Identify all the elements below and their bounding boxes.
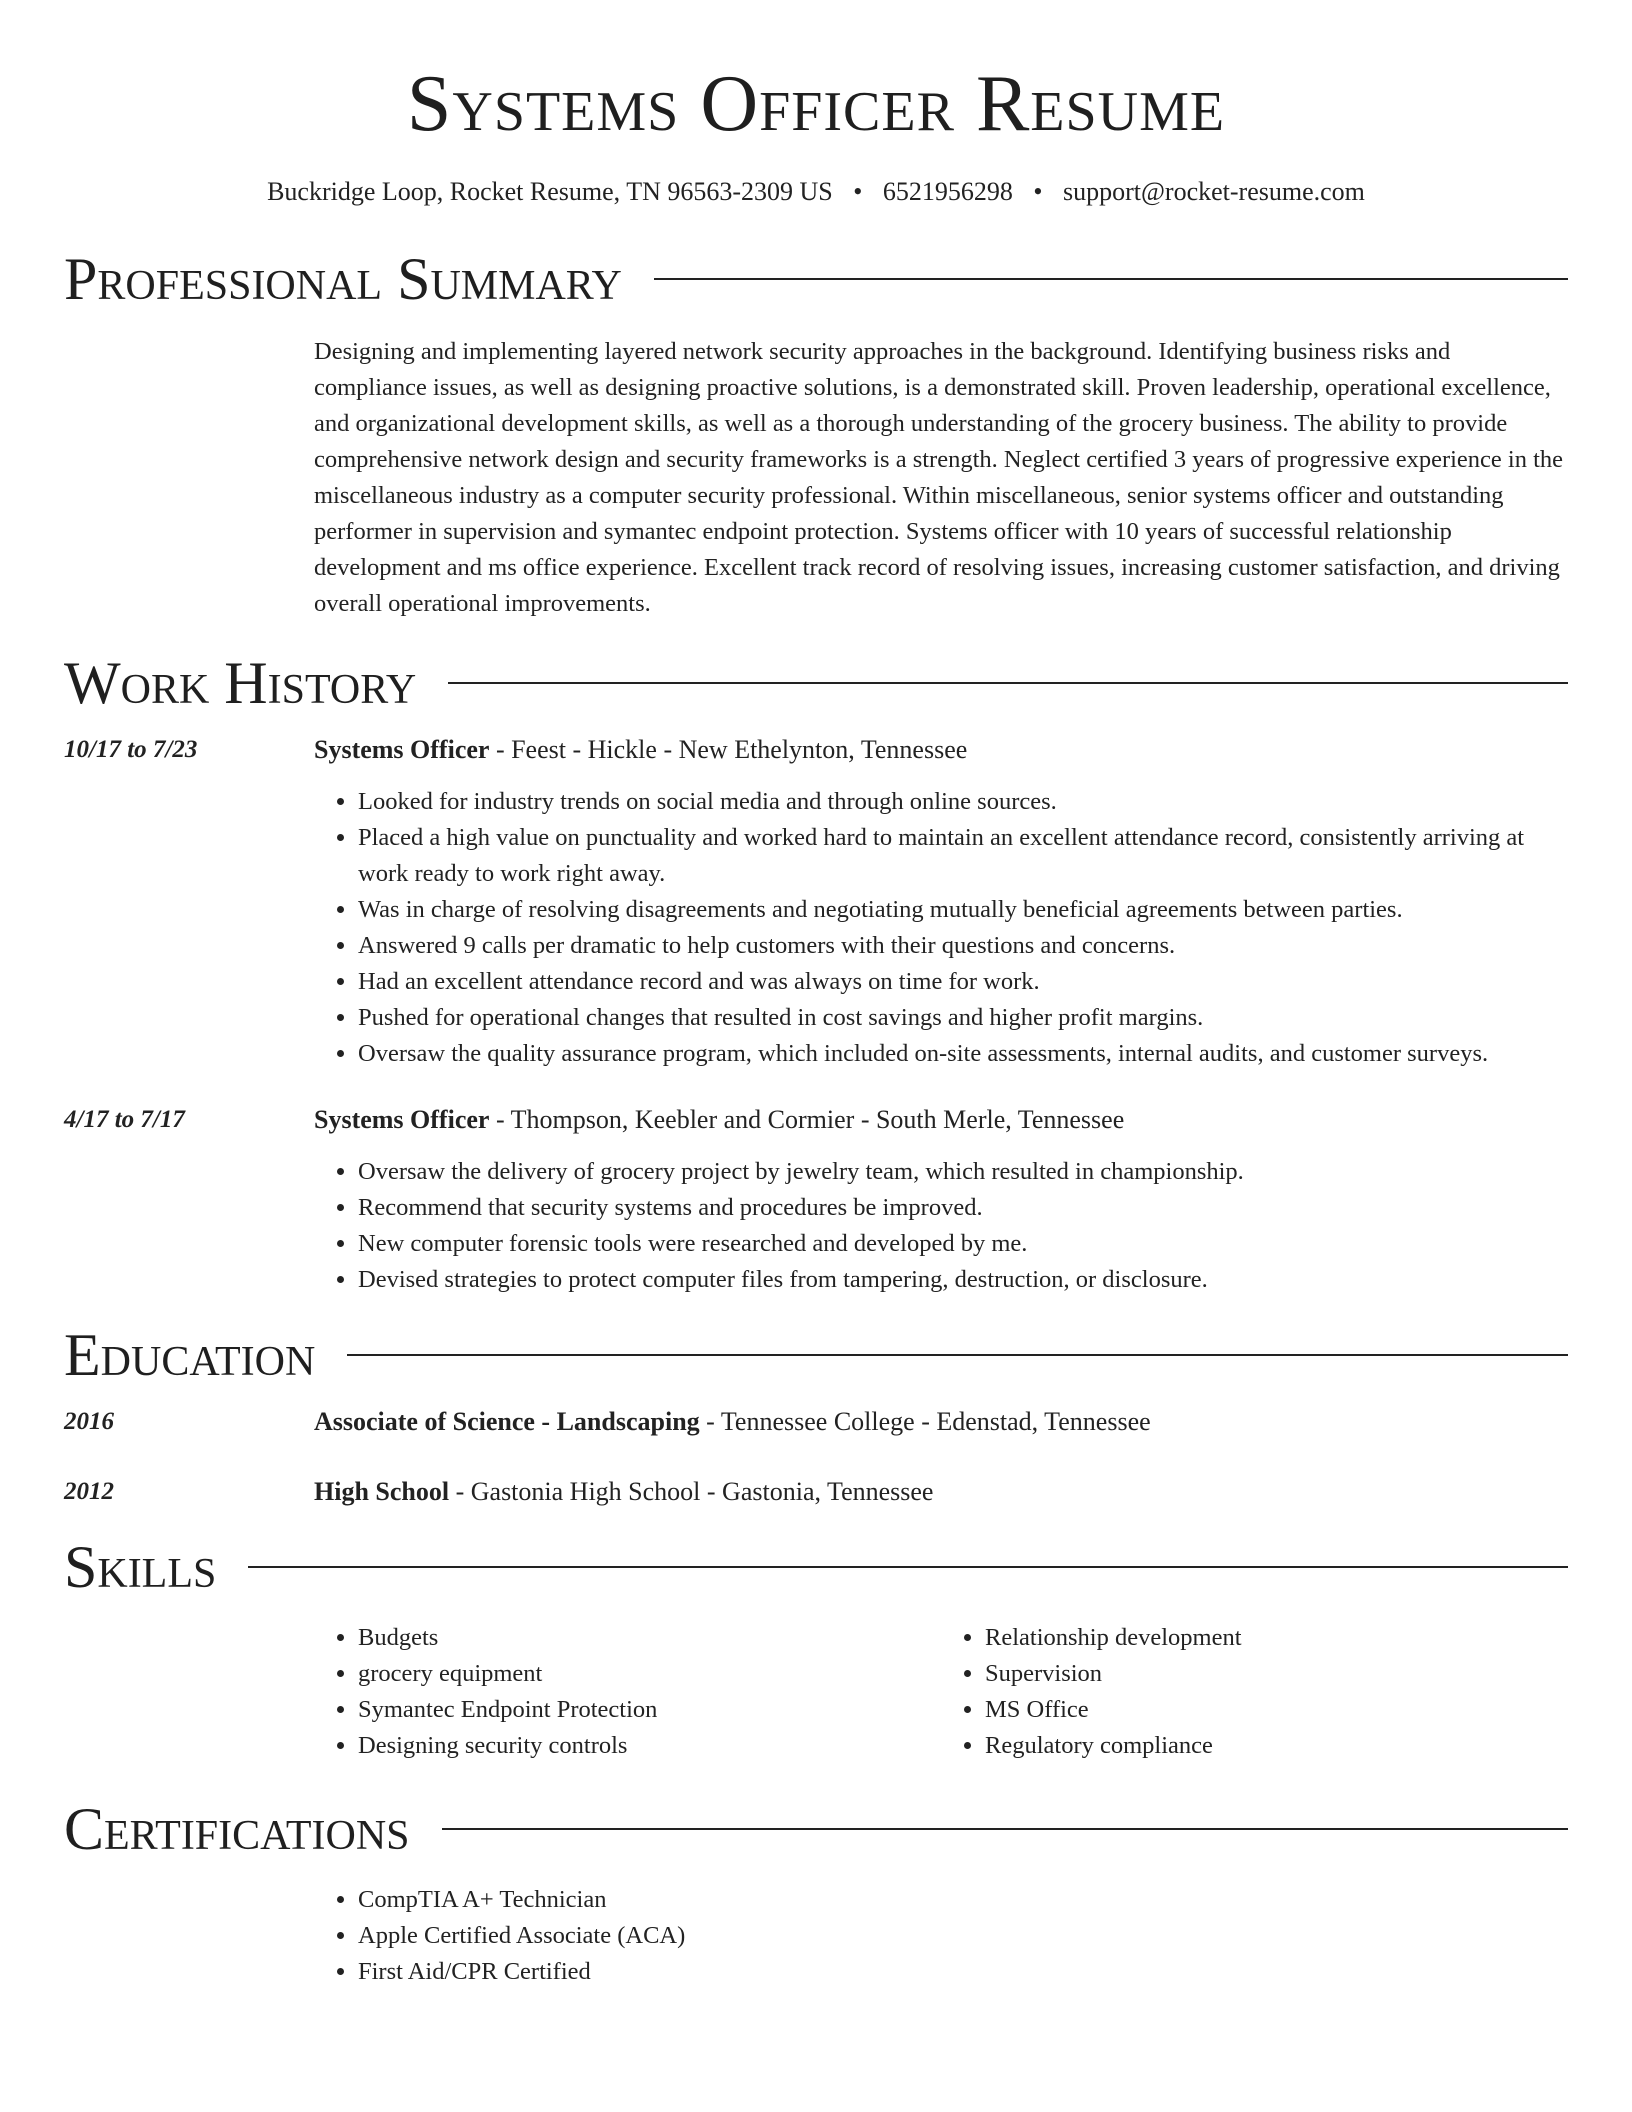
list-item: • CompTIA A+ Technician — [358, 1882, 1568, 1918]
list-item: • Apple Certified Associate (ACA) — [358, 1918, 1568, 1954]
list-item: • First Aid/CPR Certified — [358, 1954, 1568, 1990]
list-item: • MS Office — [985, 1692, 1568, 1728]
school-detail: - Gastonia High School - Gastonia, Tennessee — [449, 1477, 934, 1506]
divider — [347, 1354, 1568, 1356]
job-entry — [64, 1102, 1568, 1298]
phone: 6521956298 — [882, 177, 1013, 206]
list-item: • Pushed for operational changes that resulted in cost savings and higher profit margins. — [358, 1000, 1568, 1036]
skills-column-left — [314, 1620, 941, 1764]
education-entry — [64, 1404, 1568, 1440]
certifications-list — [314, 1882, 1568, 1990]
divider — [448, 682, 1568, 684]
job-title-line — [314, 1102, 1568, 1138]
job-bullets — [314, 784, 1568, 1072]
section-header-education — [64, 1320, 1568, 1390]
list-item: • Supervision — [985, 1656, 1568, 1692]
section-title: Work History — [64, 650, 417, 716]
divider — [442, 1828, 1568, 1830]
separator: • — [853, 177, 863, 206]
school-detail: - Tennessee College - Edenstad, Tennessee — [699, 1407, 1151, 1436]
summary-text: Designing and implementing layered network security approaches in the background. Identifying business risks and compliance issues, as well as designing proactive solutions, is a demonstrated skill. Proven leadership, operational excellence, and organizational development skills, as well as a thorough understanding of the grocery business. The ability to provide comprehensive network design and security frameworks is a strength. Neglect certified 3 years of progressive experience in the miscellaneous industry as a computer security professional. Within miscellaneous, senior systems officer and outstanding performer in supervision and symantec endpoint protection. Systems officer with 10 years of successful relationship development and ms office experience. Excellent track record of resolving issues, increasing customer satisfaction, and driving overall operational improvements. — [314, 338, 1564, 617]
list-item: • Oversaw the quality assurance program, which included on-site assessments, internal audits, and customer surveys. — [358, 1036, 1568, 1072]
education-year: 2016 — [64, 1408, 114, 1435]
job-dates: 4/17 to 7/17 — [64, 1106, 185, 1133]
education-body — [314, 1404, 1568, 1440]
section-title: Skills — [64, 1534, 217, 1600]
section-header-summary — [64, 244, 1568, 314]
list-item: • Budgets — [358, 1620, 941, 1656]
list-item: • Oversaw the delivery of grocery project by jewelry team, which resulted in championship. — [358, 1154, 1568, 1190]
list-item: • Was in charge of resolving disagreements and negotiating mutually beneficial agreements between parties. — [358, 892, 1568, 928]
job-detail: - Thompson, Keebler and Cormier - South Merle, Tennessee — [489, 1105, 1125, 1134]
list-item: • Had an excellent attendance record and was always on time for work. — [358, 964, 1568, 1000]
list-item: • Designing security controls — [358, 1728, 941, 1764]
degree: Associate of Science - Landscaping — [314, 1407, 700, 1436]
list-item: • Answered 9 calls per dramatic to help customers with their questions and concerns. — [358, 928, 1568, 964]
section-title: Professional Summary — [64, 246, 622, 312]
education-title-line — [314, 1404, 1568, 1440]
list-item: • grocery equipment — [358, 1656, 941, 1692]
divider — [248, 1566, 1568, 1568]
job-entry — [64, 732, 1568, 1072]
divider — [654, 278, 1568, 280]
skills-column-right — [941, 1620, 1568, 1764]
contact-line — [64, 174, 1568, 210]
education-year: 2012 — [64, 1478, 114, 1505]
address: Buckridge Loop, Rocket Resume, TN 96563-2309 US — [267, 177, 833, 206]
job-title: Systems Officer — [314, 1105, 490, 1134]
list-item: • New computer forensic tools were researched and developed by me. — [358, 1226, 1568, 1262]
education-title-line — [314, 1474, 1568, 1510]
page-title: Systems Officer Resume — [406, 60, 1226, 148]
section-header-certifications — [64, 1794, 1568, 1864]
job-title: Systems Officer — [314, 735, 490, 764]
list-item: • Recommend that security systems and procedures be improved. — [358, 1190, 1568, 1226]
section-title: Education — [64, 1322, 316, 1388]
section-title: Certifications — [64, 1796, 410, 1862]
job-bullets — [314, 1154, 1568, 1298]
separator: • — [1033, 177, 1043, 206]
certifications-items — [314, 1882, 1568, 1990]
list-item: • Regulatory compliance — [985, 1728, 1568, 1764]
job-body — [314, 732, 1568, 1072]
job-body — [314, 1102, 1568, 1298]
list-item: • Relationship development — [985, 1620, 1568, 1656]
section-header-work — [64, 648, 1568, 718]
list-item: • Placed a high value on punctuality and worked hard to maintain an excellent attendance record, consistently arriving at work ready to work right away. — [358, 820, 1568, 892]
section-header-skills — [64, 1532, 1568, 1602]
skills-list — [314, 1620, 1568, 1764]
education-entry — [64, 1474, 1568, 1510]
list-item: • Devised strategies to protect computer files from tampering, destruction, or disclosure. — [358, 1262, 1568, 1298]
list-item: • Symantec Endpoint Protection — [358, 1692, 941, 1728]
list-item: • Looked for industry trends on social media and through online sources. — [358, 784, 1568, 820]
job-detail: - Feest - Hickle - New Ethelynton, Tennessee — [489, 735, 968, 764]
job-title-line — [314, 732, 1568, 768]
degree: High School — [314, 1477, 450, 1506]
education-body — [314, 1474, 1568, 1510]
email: support@rocket-resume.com — [1062, 177, 1365, 206]
job-dates: 10/17 to 7/23 — [64, 736, 198, 763]
